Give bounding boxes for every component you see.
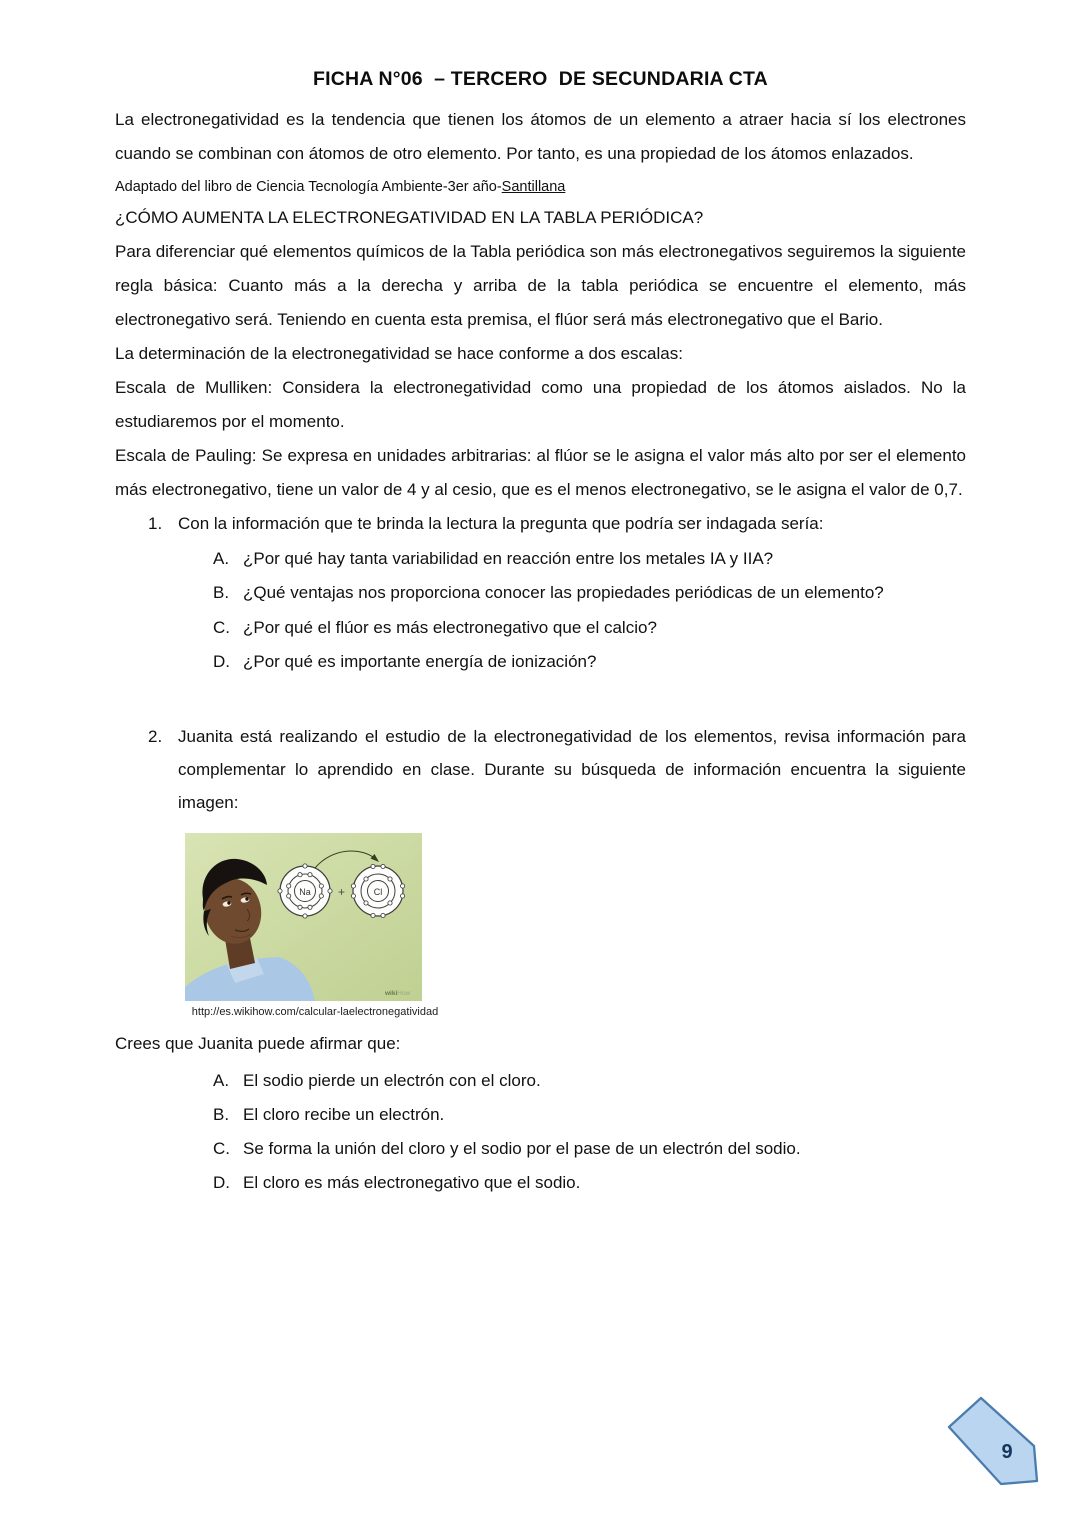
option-1a-text: ¿Por qué hay tanta variabilidad en reacción entre los metales IA y IIA? (243, 548, 774, 568)
question-2-text: Juanita está realizando el estudio de la electronegatividad de los elementos, revisa información para complementar lo aprendido en clase. Durante su búsqueda de información encuentra la siguiente imagen: (178, 726, 966, 812)
option-2c (213, 1132, 966, 1166)
question-1 (148, 507, 966, 542)
page-content (115, 0, 966, 1200)
option-2b-label: B. (213, 1104, 230, 1124)
man-pupil-right (245, 897, 248, 900)
option-2d-text: El cloro es más electronegativo que el sodio. (243, 1172, 581, 1192)
page-number-shape (949, 1398, 1037, 1484)
plus-sign: + (337, 884, 346, 899)
question-2 (148, 720, 966, 819)
option-1d-label: D. (213, 652, 230, 671)
option-1d-text: ¿Por qué es importante energía de ionización? (243, 652, 597, 671)
rule-paragraph: Para diferenciar qué elementos químicos de la Tabla periódica son más electronegativos seguiremos la siguiente regla básica: Cuanto más a la derecha y arriba de la tabla periódica se encuentre el elemento, más electronegativo será. Teniendo en cuenta esta premisa, el flúor será más electronegativo que el Bario. (115, 242, 966, 329)
source-text: Adaptado del libro de Ciencia Tecnología Ambiente-3er año- (115, 179, 502, 195)
option-1a (213, 542, 966, 577)
man-pupil-left (227, 901, 230, 904)
mulliken-paragraph: Escala de Mulliken: Considera la electronegatividad como una propiedad de los átomos aislados. No la estudiaremos por el momento. (115, 378, 966, 431)
source-link: Santillana (501, 179, 566, 195)
option-2d (213, 1166, 966, 1200)
option-2b-text: El cloro recibe un electrón. (243, 1104, 445, 1124)
question-1-number: 1. (148, 514, 163, 533)
figure-caption: http://es.wikihow.com/calcular-laelectronegatividad (191, 1005, 439, 1018)
scales-paragraph: La determinación de la electronegatividad se hace conforme a dos escalas: (115, 344, 683, 363)
question-1-text: Con la información que te brinda la lectura la pregunta que podría ser indagada sería: (178, 514, 824, 533)
option-1c (213, 611, 966, 646)
page-number-text: 9 (1001, 1441, 1013, 1463)
wikihow-watermark: wikiHow (385, 989, 411, 997)
option-2d-label: D. (213, 1172, 230, 1192)
option-2c-label: C. (213, 1138, 230, 1158)
option-1c-text: ¿Por qué el flúor es más electronegativo que el calcio? (243, 617, 657, 637)
question-2-options (115, 1064, 966, 1200)
question-2-number: 2. (148, 726, 163, 746)
question-1-options (115, 542, 966, 680)
option-2a-text: El sodio pierde un electrón con el cloro. (243, 1070, 541, 1090)
section-heading: ¿CÓMO AUMENTA LA ELECTRONEGATIVIDAD EN LA TABLA PERIÓDICA? (115, 208, 704, 227)
page-number-badge (935, 1390, 1045, 1490)
pauling-paragraph: Escala de Pauling: Se expresa en unidades arbitrarias: al flúor se le asigna el valor más alto por ser el elemento más electronegativo, tiene un valor de 4 y al cesio, que es el menos electronegativo, se le asigna el valor de 0,7. (115, 446, 966, 499)
electronegativity-illustration (185, 833, 422, 1001)
intro-paragraph: La electronegatividad es la tendencia que tienen los átomos de un elemento a atraer hacia sí los electrones cuando se combinan con átomos de otro elemento. Por tanto, es una propiedad de los átomos enlazados. (115, 110, 966, 163)
option-2a-label: A. (213, 1070, 230, 1090)
option-1b (213, 576, 966, 611)
source-line (115, 173, 966, 201)
question-2-prompt: Crees que Juanita puede afirmar que: (115, 1033, 401, 1053)
cl-symbol: Cl (373, 886, 383, 897)
option-1b-label: B. (213, 583, 230, 602)
option-2a (213, 1064, 966, 1098)
option-1a-label: A. (213, 548, 230, 568)
option-2c-text: Se forma la unión del cloro y el sodio por el pase de un electrón del sodio. (243, 1138, 801, 1158)
option-2b (213, 1098, 966, 1132)
electronegativity-figure (185, 833, 445, 1023)
option-1d (213, 645, 966, 680)
option-1b-text: ¿Qué ventajas nos proporciona conocer las propiedades periódicas de un elemento? (243, 583, 884, 602)
na-symbol: Na (299, 886, 311, 897)
page-title: FICHA N°06 – TERCERO DE SECUNDARIA CTA (313, 68, 768, 90)
option-1c-label: C. (213, 617, 230, 637)
